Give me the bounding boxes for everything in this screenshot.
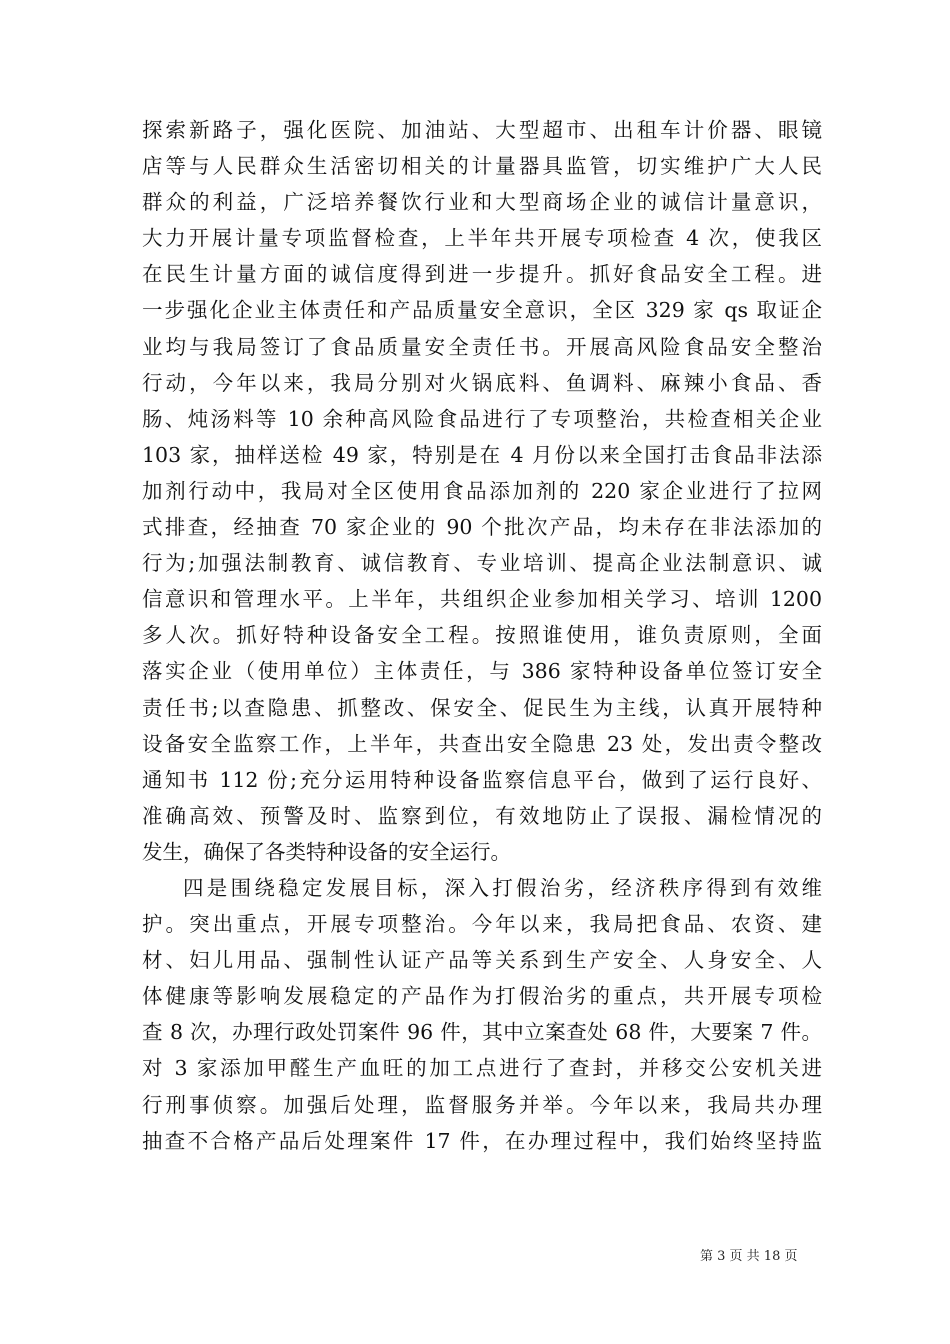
text-line: 行刑事侦察。加强后处理，监督服务并举。今年以来，我局共办理 — [142, 1092, 822, 1117]
text-line: 设备安全监察工作，上半年，共查出安全隐患 23 处，发出责令整改 — [142, 731, 822, 756]
text-line: 行动，今年以来，我局分别对火锅底料、鱼调料、麻辣小食品、香 — [142, 370, 822, 395]
text-line: 护。突出重点，开展专项整治。今年以来，我局把食品、农资、建 — [142, 912, 822, 937]
paragraph-first-line: 四是围绕稳定发展目标，深入打假治劣，经济秩序得到有效维 — [183, 875, 822, 900]
text-line: 信意识和管理水平。上半年，共组织企业参加相关学习、培训 1200 — [142, 587, 822, 612]
text-line: 材、妇儿用品、强制性认证产品等关系到生产安全、人身安全、人 — [142, 948, 822, 973]
text-line: 业均与我局签订了食品质量安全责任书。开展高风险食品安全整治 — [142, 334, 822, 359]
text-line: 加剂行动中，我局对全区使用食品添加剂的 220 家企业进行了拉网 — [142, 478, 822, 503]
text-line: 在民生计量方面的诚信度得到进一步提升。抓好食品安全工程。进 — [142, 262, 822, 287]
text-line: 体健康等影响发展稳定的产品作为打假治劣的重点，共开展专项检 — [142, 984, 822, 1009]
text-line: 对 3 家添加甲醛生产血旺的加工点进行了查封，并移交公安机关进 — [142, 1056, 822, 1081]
text-line: 探索新路子，强化医院、加油站、大型超市、出租车计价器、眼镜 — [142, 118, 822, 142]
body-text — [142, 112, 822, 1159]
text-line: 查 8 次，办理行政处罚案件 96 件，其中立案查处 68 件，大要案 7 件。 — [142, 1020, 822, 1045]
text-line: 责任书;以查隐患、抓整改、保安全、促民生为主线，认真开展特种 — [142, 695, 822, 720]
text-line: 多人次。抓好特种设备安全工程。按照谁使用，谁负责原则，全面 — [142, 623, 822, 648]
text-line: 肠、炖汤料等 10 余种高风险食品进行了专项整治，共检查相关企业 — [142, 406, 822, 431]
text-line: 式排查，经抽查 70 家企业的 90 个批次产品，均未存在非法添加的 — [142, 515, 822, 540]
text-line: 落实企业（使用单位）主体责任，与 386 家特种设备单位签订安全 — [142, 659, 822, 684]
page-number: 第 3 页 共 18 页 — [700, 1249, 798, 1264]
text-line: 店等与人民群众生活密切相关的计量器具监管，切实维护广大人民 — [142, 154, 822, 179]
text-line: 一步强化企业主体责任和产品质量安全意识，全区 329 家 qs 取证企 — [142, 298, 822, 323]
text-line: 103 家，抽样送检 49 家，特别是在 4 月份以来全国打击食品非法添 — [142, 442, 822, 467]
text-line: 大力开展计量专项监督检查，上半年共开展专项检查 4 次，使我区 — [142, 226, 822, 251]
text-line: 发生，确保了各类特种设备的安全运行。 — [142, 839, 511, 864]
text-line: 行为;加强法制教育、诚信教育、专业培训、提高企业法制意识、诚 — [142, 551, 822, 576]
text-line: 通知书 112 份;充分运用特种设备监察信息平台，做到了运行良好、 — [142, 767, 822, 792]
text-line: 准确高效、预警及时、监察到位，有效地防止了误报、漏检情况的 — [142, 803, 822, 828]
text-line: 抽查不合格产品后处理案件 17 件，在办理过程中，我们始终坚持监 — [142, 1128, 822, 1153]
text-line: 群众的利益，广泛培养餐饮行业和大型商场企业的诚信计量意识， — [142, 190, 822, 215]
